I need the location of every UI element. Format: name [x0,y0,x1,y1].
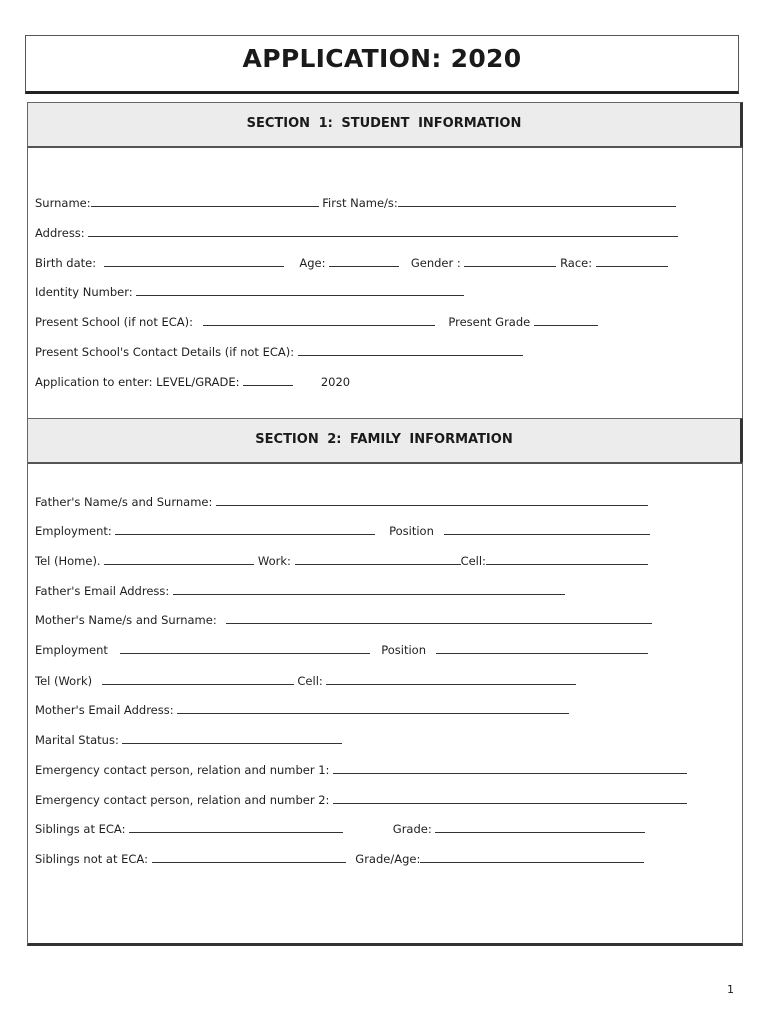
row-father-email [35,583,565,598]
apply-level-label: Application to enter: LEVEL/GRADE: [35,375,240,389]
race-label: Race: [560,256,593,270]
emergency2-label: Emergency contact person, relation and number 2: [35,793,330,807]
tel-home-label: Tel (Home). [35,554,101,568]
grade-field[interactable] [435,821,645,833]
present-school-label: Present School (if not ECA): [35,315,194,329]
section2-heading-bar [27,418,743,464]
father-employment-field[interactable] [115,523,375,535]
race-field[interactable] [596,255,668,267]
grade-age-label: Grade/Age: [355,852,421,866]
father-cell-field[interactable] [486,553,648,565]
row-identity [35,284,464,299]
surname-field[interactable] [91,195,319,207]
tel-work-label: Tel (Work) [35,674,93,688]
grade-age-field[interactable] [420,851,644,863]
surname-label: Surname: [35,196,91,210]
father-email-field[interactable] [173,583,565,595]
row-siblings-not-eca [35,851,644,866]
grade-label: Grade: [392,822,432,836]
siblings-not-eca-field[interactable] [152,851,346,863]
row-marital-status [35,732,342,747]
tel-home-field[interactable] [104,553,254,565]
page-title: APPLICATION: 2020 [242,44,522,73]
row-mother-name [35,612,652,627]
birth-date-field[interactable] [104,255,284,267]
age-label: Age: [299,256,326,270]
father-employment-label: Employment: [35,524,112,538]
title-box [25,35,739,94]
present-grade-field[interactable] [534,314,598,326]
marital-status-field[interactable] [122,732,342,744]
present-grade-label: Present Grade [448,315,531,329]
page-number: 1 [727,983,734,996]
row-father-tel [35,553,648,568]
birth-date-label: Birth date: [35,256,97,270]
mother-cell-field[interactable] [326,673,576,685]
marital-status-label: Marital Status: [35,733,119,747]
section1-heading-bar [27,102,743,148]
age-field[interactable] [329,255,399,267]
mother-employment-field[interactable] [120,642,370,654]
father-work-field[interactable] [295,553,461,565]
emergency2-field[interactable] [333,792,687,804]
father-position-field[interactable] [444,523,650,535]
emergency1-field[interactable] [333,762,687,774]
mother-position-field[interactable] [436,642,648,654]
mother-cell-label: Cell: [297,674,323,688]
siblings-eca-field[interactable] [129,821,343,833]
identity-number-field[interactable] [136,284,464,296]
siblings-eca-label: Siblings at ECA: [35,822,126,836]
identity-number-label: Identity Number: [35,285,133,299]
school-contact-field[interactable] [298,344,523,356]
emergency1-label: Emergency contact person, relation and number 1: [35,763,330,777]
row-mother-email [35,702,569,717]
first-names-label: First Name/s: [322,196,398,210]
row-birth [35,255,668,270]
gender-label: Gender : [410,256,461,270]
mother-name-field[interactable] [226,612,652,624]
mother-name-label: Mother's Name/s and Surname: [35,613,217,627]
gender-field[interactable] [464,255,556,267]
mother-email-label: Mother's Email Address: [35,703,174,717]
row-father-name [35,494,648,509]
row-emergency1 [35,762,687,777]
row-mother-employment [35,642,648,657]
row-apply-level [35,374,350,389]
row-address [35,225,678,240]
tel-work-field[interactable] [102,673,294,685]
father-work-label: Work: [257,554,291,568]
father-position-label: Position [389,524,434,538]
section2-heading: SECTION 2: FAMILY INFORMATION [255,432,513,447]
row-siblings-eca [35,821,645,836]
row-mother-tel [35,673,576,688]
address-field[interactable] [88,225,678,237]
school-contact-label: Present School's Contact Details (if not ECA): [35,345,295,359]
father-email-label: Father's Email Address: [35,584,170,598]
siblings-not-eca-label: Siblings not at ECA: [35,852,148,866]
row-school-contact [35,344,523,359]
mother-position-label: Position [381,643,426,657]
row-emergency2 [35,792,687,807]
mother-email-field[interactable] [177,702,569,714]
address-label: Address: [35,226,85,240]
father-name-label: Father's Name/s and Surname: [35,495,213,509]
father-cell-label: Cell: [460,554,486,568]
row-surname [35,195,676,210]
present-school-field[interactable] [203,314,435,326]
apply-year: 2020 [320,375,351,389]
section1-heading: SECTION 1: STUDENT INFORMATION [246,116,522,131]
row-present-school [35,314,598,329]
row-father-employment [35,523,650,538]
father-name-field[interactable] [216,494,648,506]
apply-level-field[interactable] [243,374,293,386]
first-names-field[interactable] [398,195,676,207]
mother-employment-label: Employment [35,643,108,657]
